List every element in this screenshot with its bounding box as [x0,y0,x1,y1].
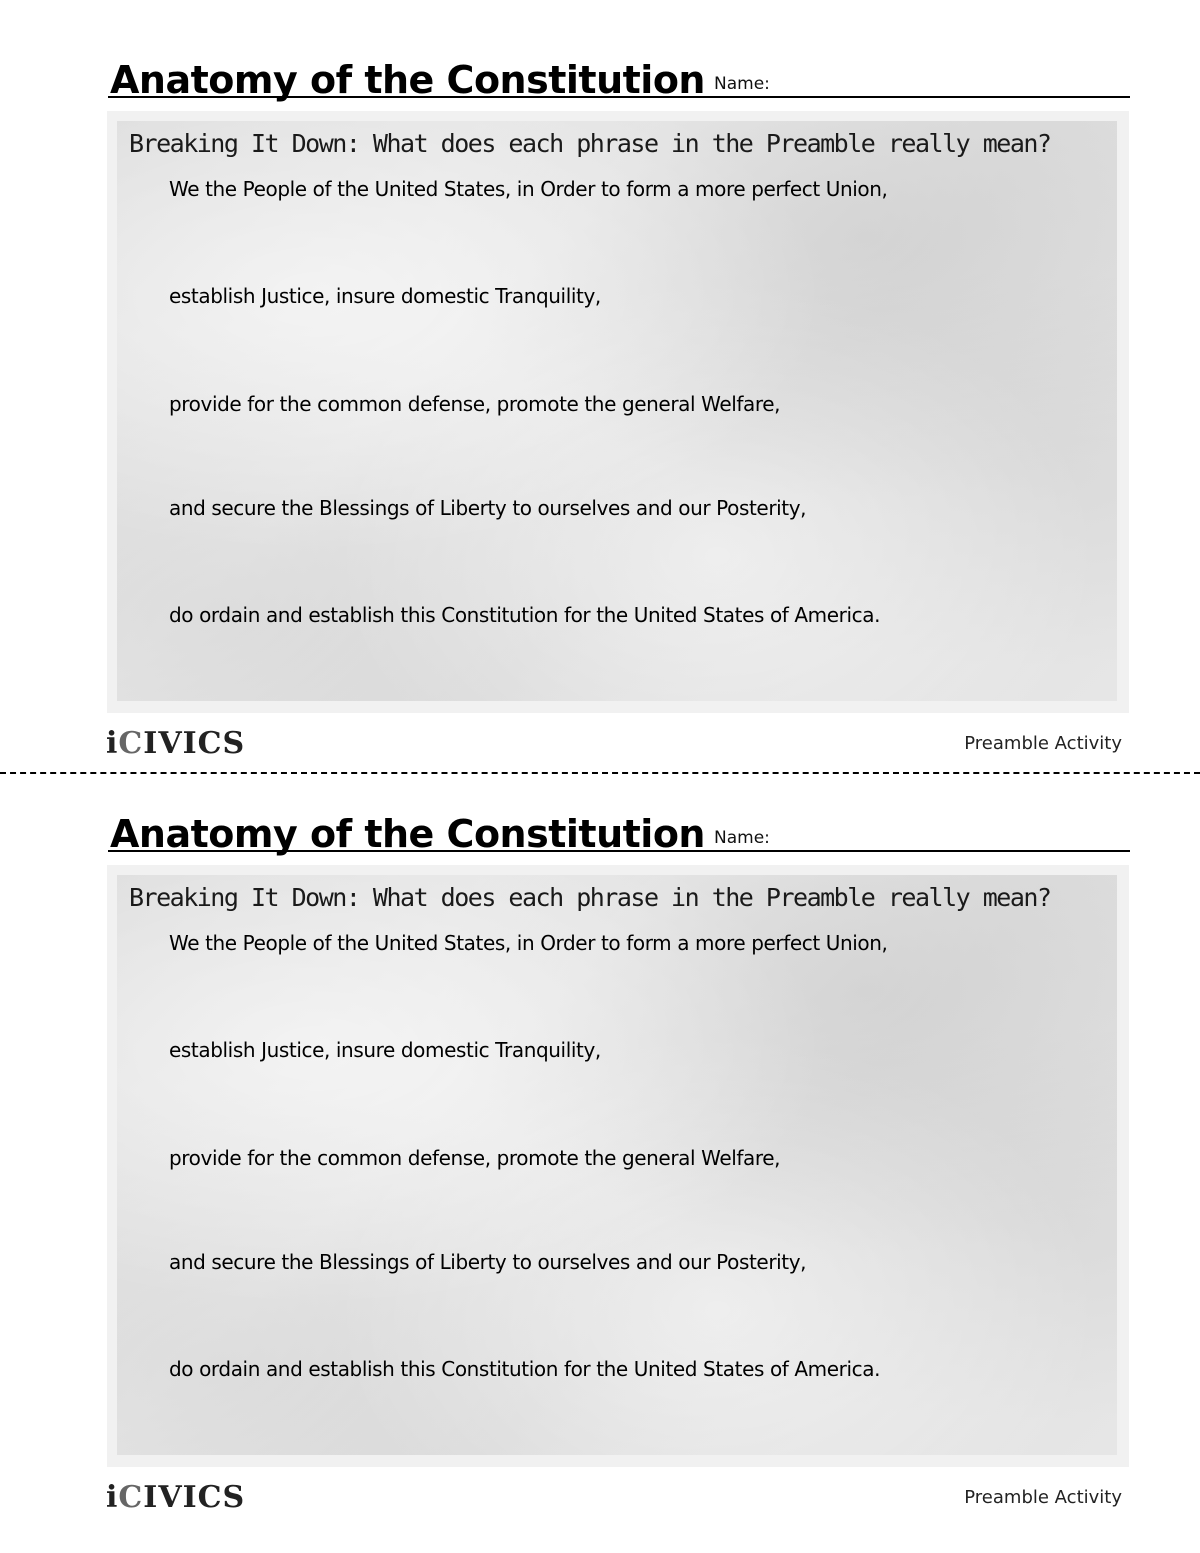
panel-subtitle: Breaking It Down: What does each phrase in the Preamble really mean? [129,883,1051,912]
name-label: Name: [714,74,770,94]
footer-activity-label: Preamble Activity [964,733,1122,754]
worksheet-title: Anatomy of the Constitution [110,58,705,102]
panel-subtitle: Breaking It Down: What does each phrase in the Preamble really mean? [129,129,1051,158]
footer-activity-label: Preamble Activity [964,1487,1122,1508]
preamble-phrase-4: and secure the Blessings of Liberty to ourselves and our Posterity, [169,1250,807,1274]
preamble-panel [107,865,1129,1467]
worksheet-title: Anatomy of the Constitution [110,812,705,856]
icivics-logo: iCIVICS [106,1480,246,1515]
preamble-phrase-3: provide for the common defense, promote the general Welfare, [169,1146,781,1170]
preamble-phrase-2: establish Justice, insure domestic Tranquility, [169,284,601,308]
preamble-panel-texture [117,121,1117,701]
logo-c-mark: C [118,1480,144,1515]
preamble-phrase-2: establish Justice, insure domestic Tranquility, [169,1038,601,1062]
preamble-phrase-4: and secure the Blessings of Liberty to ourselves and our Posterity, [169,496,807,520]
preamble-phrase-1: We the People of the United States, in Order to form a more perfect Union, [169,177,888,201]
preamble-panel [107,111,1129,713]
logo-c-mark: C [118,726,144,761]
preamble-phrase-3: provide for the common defense, promote the general Welfare, [169,392,781,416]
preamble-phrase-5: do ordain and establish this Constitution for the United States of America. [169,1357,881,1381]
worksheet-top [0,0,1200,760]
preamble-phrase-5: do ordain and establish this Constitution for the United States of America. [169,603,881,627]
worksheet-bottom [0,754,1200,1514]
name-label: Name: [714,828,770,848]
preamble-panel-texture [117,875,1117,1455]
icivics-logo: iCIVICS [106,726,246,761]
name-line [108,96,1130,98]
name-line [108,850,1130,852]
preamble-phrase-1: We the People of the United States, in Order to form a more perfect Union, [169,931,888,955]
